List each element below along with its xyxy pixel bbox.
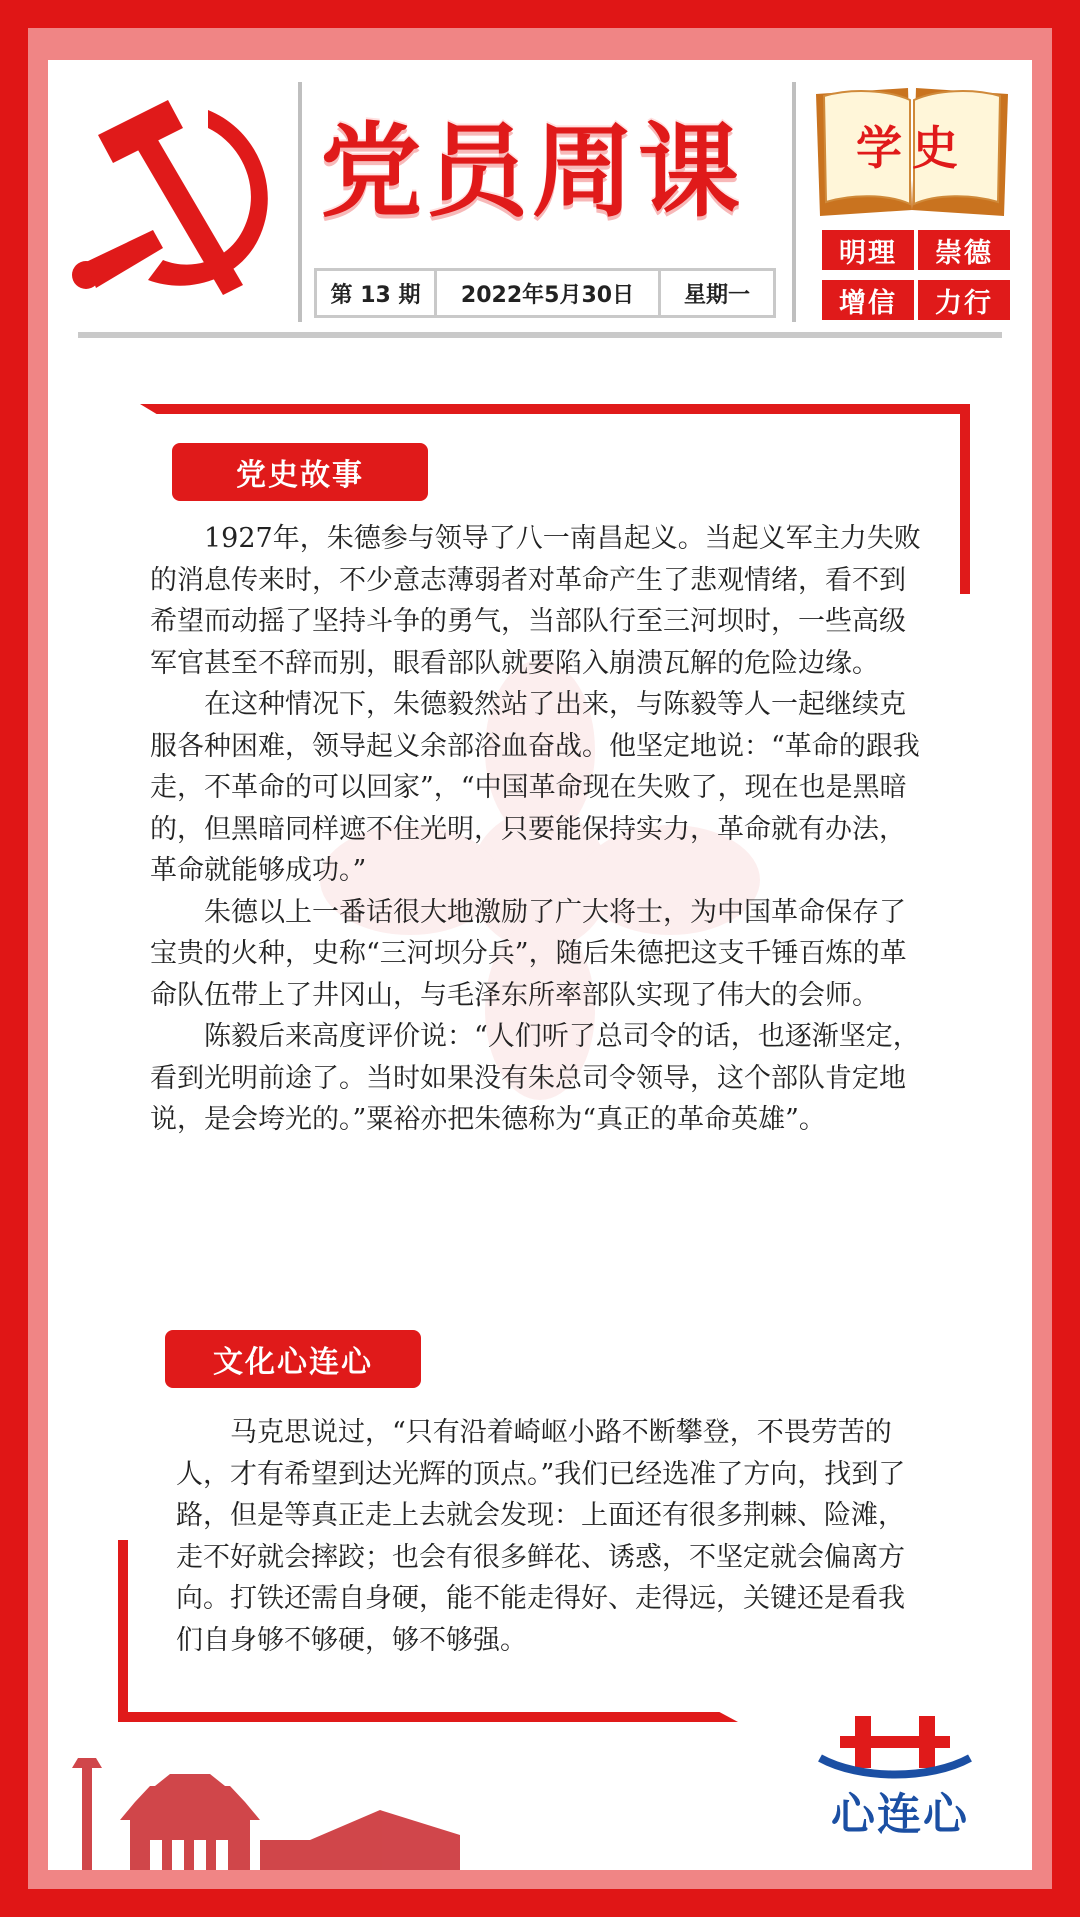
top-red-line bbox=[140, 404, 970, 414]
tag-chongde: 崇德 bbox=[918, 230, 1010, 270]
paragraph: 陈毅后来高度评价说：“人们听了总司令的话，也逐渐坚定，看到光明前途了。当时如果没有朱总司令领导，这个部队肯定地说，是会垮光的。”粟裕亦把朱德称为“真正的革命英雄”。 bbox=[150, 1021, 920, 1135]
page-title: 党员周课 bbox=[320, 113, 744, 232]
section-heading-culture: 文化心连心 bbox=[165, 1330, 421, 1388]
left-red-line bbox=[118, 1540, 128, 1722]
issue-date: 2022年5月30日 bbox=[437, 271, 661, 315]
header-rule bbox=[78, 332, 1002, 338]
header-separator-right bbox=[792, 82, 796, 322]
paragraph: 1927年，朱德参与领导了八一南昌起义。当起义军主力失败的消息传来时，不少意志薄弱者对革命产生了悲观情绪，看不到希望而动摇了坚持斗争的勇气，当部队行至三河坝时，一些高级军官甚至不辞而别，眼看部队就要陷入崩溃瓦解的危险边缘。 bbox=[150, 523, 921, 679]
bottom-red-line bbox=[118, 1712, 738, 1722]
section-heading-party-history: 党史故事 bbox=[172, 443, 428, 501]
tiananmen-skyline-icon bbox=[60, 1740, 480, 1870]
book-label: 学史 bbox=[856, 121, 968, 175]
issue-number: 第 13 期 bbox=[317, 271, 437, 315]
paragraph: 朱德以上一番话很大地激励了广大将士，为中国革命保存了宝贵的火种，史称“三河坝分兵”，随后朱德把这支千锤百炼的革命队伍带上了井冈山，与毛泽东所率部队实现了伟大的会师。 bbox=[150, 896, 907, 1011]
issue-weekday: 星期一 bbox=[683, 282, 750, 308]
logo-text: 心连心 bbox=[831, 1789, 969, 1840]
section-body-party-history bbox=[150, 518, 930, 1141]
party-emblem-icon bbox=[58, 80, 288, 310]
issue-bar bbox=[314, 268, 776, 318]
header-separator-left bbox=[298, 82, 302, 322]
paragraph: 马克思说过，“只有沿着崎岖小路不断攀登，不畏劳苦的人，才有希望到达光辉的顶点。”我们已经选准了方向，找到了路，但是等真正走上去就会发现：上面还有很多荆棘、险滩，走不好就会摔跤；也会有很多鲜花、诱惑，不坚定就会偏离方向。打铁还需自身硬，能不能走得好、走得远，关键还是看我们自身够不够硬，够不够强。 bbox=[176, 1417, 906, 1656]
tag-lixing: 力行 bbox=[918, 280, 1010, 320]
section-body-culture bbox=[176, 1412, 926, 1661]
paragraph: 在这种情况下，朱德毅然站了出来，与陈毅等人一起继续克服各种困难，领导起义余部浴血奋战。他坚定地说：“革命的跟我走，不革命的可以回家”，“中国革命现在失败了，现在也是黑暗的，但黑暗同样遮不住光明，只要能保持实力，革命就有办法，革命就能够成功。” bbox=[150, 689, 920, 886]
tag-mingli: 明理 bbox=[822, 230, 914, 270]
tag-zengxin: 增信 bbox=[822, 280, 914, 320]
right-red-line bbox=[960, 404, 970, 594]
